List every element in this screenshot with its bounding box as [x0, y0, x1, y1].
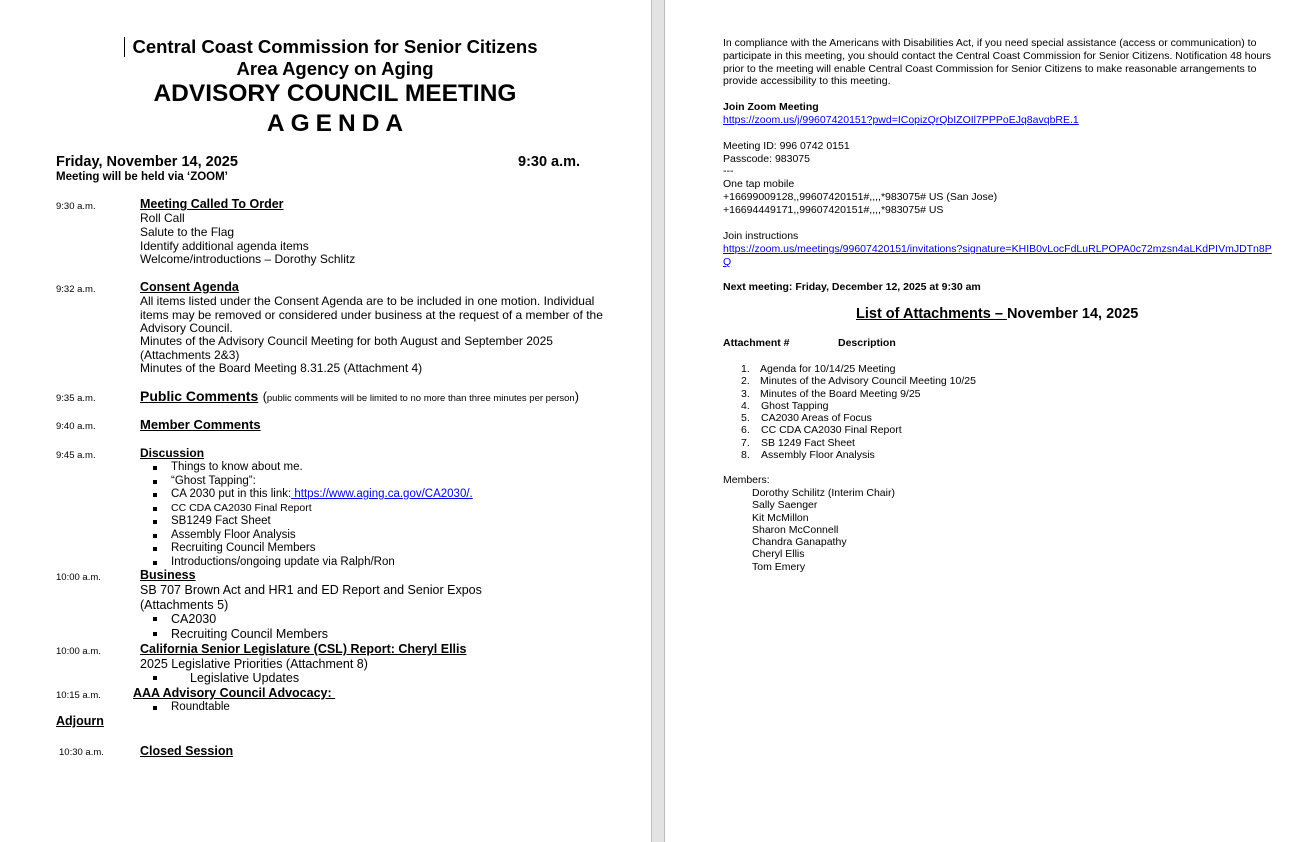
- agenda-label: AGENDA: [266, 110, 410, 137]
- one-tap-label: One tap mobile: [723, 178, 795, 190]
- paren-open: (: [262, 390, 267, 404]
- section-title-business: Business: [140, 568, 196, 582]
- join-instructions-link[interactable]: https://zoom.us/meetings/99607420151/invitations?signature=KHIB0vLocFdLuRLPOPA0c72mzsn4aLKdPIVmJDTn8PQ: [723, 243, 1272, 268]
- agenda-time: 9:35 a.m.: [56, 393, 96, 404]
- attachment-description: Agenda for 10/14/25 Meeting: [760, 363, 896, 375]
- attachment-item: [741, 363, 976, 375]
- attachments-title: [856, 306, 1138, 322]
- zoom-meeting-link[interactable]: https://zoom.us/j/99607420151?pwd=ICopizQrQbIZOIl7PPPoEJq8avqbRE.1: [723, 114, 1079, 126]
- list-item: [140, 461, 473, 475]
- list-item-text: Recruiting Council Members: [171, 627, 329, 641]
- section-title-csl: California Senior Legislature (CSL) Report: Cheryl Ellis: [140, 642, 467, 656]
- list-item-text: Roundtable: [171, 701, 230, 713]
- attachment-item: [741, 437, 976, 449]
- member-item: Tom Emery: [752, 560, 806, 573]
- agenda-time: 10:15 a.m.: [56, 690, 101, 701]
- list-item-text: CC CDA CA2030 Final Report: [171, 501, 312, 514]
- attachment-item: [741, 412, 976, 424]
- consent-minutes-advisory: Minutes of the Advisory Council Meeting for both August and September 2025 (Attachments 2&3): [140, 334, 553, 362]
- agenda-line: Identify additional agenda items: [140, 238, 309, 253]
- meeting-title: ADVISORY COUNCIL MEETING: [153, 80, 517, 107]
- document-page-1: [0, 0, 651, 842]
- list-item-text: Assembly Floor Analysis: [171, 528, 296, 541]
- section-title-member-comments: Member Comments: [140, 417, 261, 432]
- page-separator: [651, 0, 665, 842]
- attachment-number: 6.: [741, 424, 750, 437]
- attachment-description: CA2030 Areas of Focus: [761, 412, 872, 425]
- csl-list: [140, 671, 299, 686]
- member-item: Cheryl Ellis: [752, 548, 805, 561]
- section-title-consent-agenda: Consent Agenda: [140, 280, 239, 294]
- member-item: Dorothy Schilitz (Interim Chair): [752, 487, 895, 499]
- business-line: SB 707 Brown Act and HR1 and ED Report and Senior Expos: [140, 583, 482, 597]
- ada-notice: In compliance with the Americans with Disabilities Act, if you need special assistance (access or communication) to participate in this meeting, you should contact the Central Coast Commission for Senior Citizens. Notification 48 hours prior to the meeting will enable Central Coast Commission for Senior Citizens to make reasonable arrangements to provide accessibility to this meeting.: [723, 37, 1272, 88]
- meeting-id: Meeting ID: 996 0742 0151: [723, 140, 850, 152]
- list-item: [140, 488, 473, 502]
- adjourn-heading: Adjourn: [56, 714, 104, 728]
- attachment-description: Assembly Floor Analysis: [761, 449, 875, 462]
- attachment-description: Minutes of the Advisory Council Meeting 10/25: [760, 375, 976, 388]
- list-item-text: Legislative Updates: [190, 671, 300, 685]
- business-description: [140, 583, 482, 612]
- csl-description: 2025 Legislative Priorities (Attachment 8): [140, 657, 368, 671]
- agenda-time: 9:45 a.m.: [56, 450, 96, 461]
- agenda-time: 10:30 a.m.: [59, 747, 104, 758]
- attachment-item: [741, 424, 976, 436]
- meeting-time: 9:30 a.m.: [518, 154, 581, 170]
- agenda-time: 9:32 a.m.: [56, 284, 96, 295]
- list-item-text: Introductions/ongoing update via Ralph/Ron: [171, 555, 395, 568]
- join-instructions-label: Join instructions: [723, 230, 799, 242]
- attachment-item: [741, 388, 976, 400]
- attachments-title-main: List of Attachments –: [856, 306, 1007, 322]
- list-item: [140, 671, 299, 686]
- agenda-time: 10:00 a.m.: [56, 572, 101, 583]
- agenda-time: 9:30 a.m.: [56, 201, 96, 212]
- attachment-number: 2.: [741, 375, 750, 388]
- attachments-list: [741, 363, 976, 461]
- attachment-number: 4.: [741, 399, 750, 412]
- column-header-description: Description: [838, 337, 896, 349]
- member-item: Sharon McConnell: [752, 523, 839, 536]
- attachment-description: Ghost Tapping: [761, 399, 829, 412]
- list-item-text: CA2030: [171, 612, 217, 626]
- discussion-list: [140, 461, 473, 569]
- attachment-item: [741, 375, 976, 387]
- attachment-description: CC CDA CA2030 Final Report: [761, 424, 902, 437]
- passcode: Passcode: 983075: [723, 153, 810, 165]
- members-list: [752, 487, 895, 573]
- members-label: Members:: [723, 474, 770, 486]
- agenda-line: Welcome/introductions – Dorothy Schlitz: [140, 252, 356, 267]
- one-tap-number-2: +16694449171,,99607420151#,,,,*983075# US: [723, 204, 944, 216]
- consent-description: All items listed under the Consent Agenda are to be included in one motion. Individual items may be removed or considered under business at the request of a member of the Advisory Council.: [140, 294, 603, 336]
- join-zoom-label: Join Zoom Meeting: [723, 101, 819, 113]
- section-title-called-to-order: Meeting Called To Order: [140, 197, 284, 211]
- attachment-number: 1.: [741, 363, 750, 375]
- agenda-line: Salute to the Flag: [140, 224, 235, 239]
- list-item: [140, 542, 473, 556]
- section-title-public-comments: Public Comments: [140, 388, 259, 404]
- attachment-number: 7.: [741, 436, 750, 449]
- agenda-time: 10:00 a.m.: [56, 646, 101, 657]
- public-comments-row: [140, 388, 579, 406]
- called-to-order-items: [140, 212, 355, 267]
- ca2030-link[interactable]: https://www.aging.ca.gov/CA2030/.: [291, 488, 473, 500]
- attachment-description: SB 1249 Fact Sheet: [761, 436, 855, 449]
- list-item: [140, 556, 473, 570]
- list-item-text: Recruiting Council Members: [171, 542, 316, 554]
- meeting-date: Friday, November 14, 2025: [56, 154, 238, 170]
- next-meeting: Next meeting: Friday, December 12, 2025 at 9:30 am: [723, 281, 981, 293]
- attachment-item: [741, 400, 976, 412]
- member-item: Sally Saenger: [752, 499, 818, 512]
- agenda-line: Roll Call: [140, 211, 185, 225]
- attachment-number: 5.: [741, 412, 750, 425]
- business-list: [140, 612, 328, 642]
- attachment-item: [741, 449, 976, 461]
- list-item-text: CA 2030 put in this link:: [171, 488, 292, 500]
- agency-name: Area Agency on Aging: [236, 58, 434, 79]
- agenda-time: 9:40 a.m.: [56, 421, 96, 432]
- one-tap-number-1: +16699009128,,99607420151#,,,,*983075# US (San Jose): [723, 191, 998, 203]
- org-name: Central Coast Commission for Senior Citizens: [132, 36, 538, 57]
- location-note: Meeting will be held via ‘ZOOM’: [56, 171, 228, 183]
- section-title-advocacy: AAA Advisory Council Advocacy:: [133, 686, 336, 700]
- separator-text: ---: [723, 165, 734, 177]
- list-item: [140, 627, 328, 642]
- section-title-discussion: Discussion: [140, 446, 205, 460]
- section-title-closed-session: Closed Session: [140, 744, 234, 758]
- member-item: Kit McMillon: [752, 511, 809, 524]
- attachment-description: Minutes of the Board Meeting 9/25: [760, 387, 921, 400]
- attachments-title-date: November 14, 2025: [1006, 306, 1139, 322]
- attachment-number: 8.: [741, 449, 750, 462]
- list-item: [140, 612, 328, 627]
- attachment-number: 3.: [741, 387, 750, 400]
- list-item-text: Things to know about me.: [171, 461, 303, 473]
- list-item: [140, 475, 473, 489]
- list-item-text: “Ghost Tapping”:: [171, 474, 256, 487]
- advocacy-list: [140, 701, 230, 714]
- list-item: [140, 502, 473, 516]
- list-item: [140, 529, 473, 543]
- paren-close: ): [574, 390, 579, 404]
- public-comments-note: public comments will be limited to no more than three minutes per person: [266, 393, 575, 404]
- consent-minutes-board: Minutes of the Board Meeting 8.31.25 (Attachment 4): [140, 361, 423, 375]
- list-item-text: SB1249 Fact Sheet: [171, 515, 271, 527]
- list-item: [140, 515, 473, 529]
- member-item: Chandra Ganapathy: [752, 536, 847, 549]
- column-header-attachment: Attachment #: [723, 337, 790, 349]
- document-page-2: [665, 0, 1316, 842]
- business-attachments: (Attachments 5): [140, 597, 229, 612]
- list-item: [140, 701, 230, 714]
